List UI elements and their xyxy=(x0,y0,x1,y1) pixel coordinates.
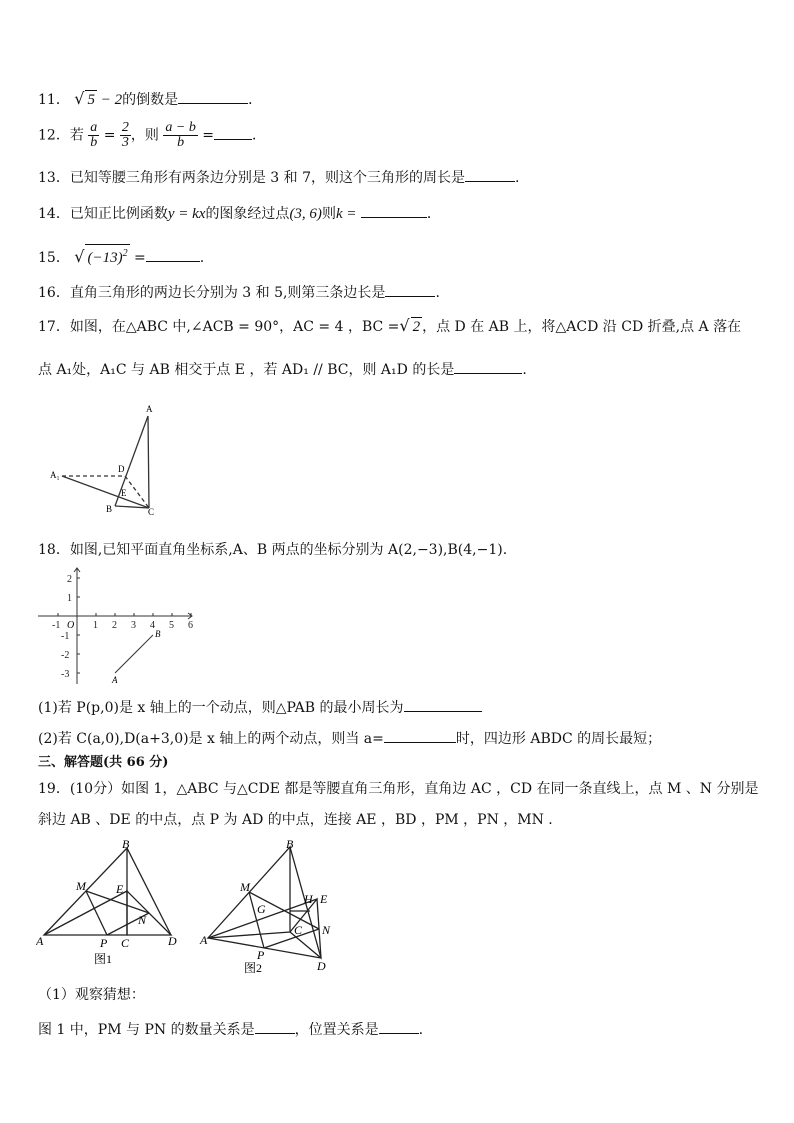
figure-19-2 xyxy=(198,836,348,976)
segment-AB xyxy=(115,635,153,673)
y-tick-label: -2 xyxy=(61,650,70,661)
question-19-sub1 xyxy=(38,1019,423,1039)
figure-caption-1: 图1 xyxy=(94,952,113,966)
label-N: N xyxy=(322,923,331,937)
label-M: M xyxy=(76,879,86,893)
q14-point: (3, 6) xyxy=(289,206,322,222)
q19-sub1-title: （1）观察猜想： xyxy=(38,987,145,1003)
question-18 xyxy=(38,541,507,559)
q14-text3: 则 xyxy=(321,206,336,222)
q15-number: 15． xyxy=(38,250,70,266)
question-18-part1 xyxy=(38,697,482,717)
figure-18-coordinate-plane xyxy=(34,566,198,688)
label-D: D xyxy=(168,934,177,948)
label-P: P xyxy=(100,936,108,950)
label-E: E xyxy=(320,892,328,906)
q12-frac3-num: a − b xyxy=(165,120,196,135)
y-tick-label: -1 xyxy=(61,631,70,642)
q18-part1-text: (1)若 P(p,0)是 x 轴上的一个动点，则△PAB 的最小周长为 xyxy=(38,700,404,716)
point-A-label: A xyxy=(112,675,118,685)
label-E: E xyxy=(116,882,124,896)
label-C: C xyxy=(121,936,130,950)
segment-AB xyxy=(115,416,148,506)
q12-number: 12． xyxy=(38,127,70,144)
question-15 xyxy=(38,244,204,267)
q12-frac2-num: 2 xyxy=(121,120,129,135)
point-B-label: B xyxy=(155,629,161,639)
q12-eq1: = xyxy=(103,127,116,144)
x-tick-label: 3 xyxy=(131,620,136,631)
y-tick-label: -3 xyxy=(61,669,70,680)
q17-end: . xyxy=(522,362,527,378)
q12-fraction-a-minus-b-over-b xyxy=(163,121,197,150)
question-12 xyxy=(38,121,266,150)
question-19-line2 xyxy=(38,811,553,829)
q18-part2-blank[interactable] xyxy=(384,728,456,743)
q12-answer-blank[interactable] xyxy=(214,125,252,140)
q18-part1-blank[interactable] xyxy=(404,697,482,712)
question-11 xyxy=(38,89,262,109)
q11-text: 的倒数是 xyxy=(122,92,179,108)
q16-answer-blank[interactable] xyxy=(385,282,435,297)
label-N: N xyxy=(138,913,147,927)
label-A: A xyxy=(200,933,208,947)
q18-part2-text-a: (2)若 C(a,0),D(a+3,0)是 x 轴上的两个动点，则当 a= xyxy=(38,731,384,747)
label-D: D xyxy=(118,464,125,474)
x-tick-label: 5 xyxy=(169,620,174,631)
q11-radicand: 5 xyxy=(87,92,95,108)
segment-BD xyxy=(127,848,171,935)
q19-sub1-end: . xyxy=(418,1022,424,1038)
q18-text: 18．如图,已知平面直角坐标系,A、B 两点的坐标分别为 A(2,−3),B(4,−1). xyxy=(38,542,508,558)
q13-end: . xyxy=(514,170,520,186)
q12-text2: ，则 xyxy=(130,127,159,144)
q19-line1: 19．(10分）如图 1，△ABC 与△CDE 都是等腰直角三角形，直角边 AC ，CD 在同一条直线上，点 M 、N 分别是 xyxy=(38,781,759,797)
segment-AC xyxy=(148,416,149,508)
sqrt-symbol: √ xyxy=(74,247,85,266)
sqrt-symbol: √ xyxy=(399,316,410,335)
question-13 xyxy=(38,167,519,187)
q12-frac3-den: b xyxy=(177,135,185,150)
q14-text2: 的图象经过点 xyxy=(205,206,290,222)
q14-answer-blank[interactable] xyxy=(361,203,427,218)
q19-sub1-blank1[interactable] xyxy=(255,1019,295,1034)
q15-eq: = xyxy=(129,250,146,266)
section-3-heading xyxy=(38,754,168,772)
q12-frac2-den: 3 xyxy=(121,135,129,150)
q15-answer-blank[interactable] xyxy=(146,247,200,262)
y-tick-label: 1 xyxy=(67,593,72,604)
question-18-part2 xyxy=(38,728,661,748)
figure-17-triangle-fold xyxy=(48,400,168,518)
label-E: E xyxy=(121,488,127,498)
x-tick-label: 1 xyxy=(93,620,98,631)
q11-expr-rest: − 2 xyxy=(96,92,123,108)
label-H: H xyxy=(304,892,313,906)
q12-frac1-den: b xyxy=(90,135,98,150)
label-C: C xyxy=(294,923,303,937)
x-tick-label: 4 xyxy=(150,620,155,631)
label-G: G xyxy=(257,902,266,916)
label-C: C xyxy=(148,507,155,517)
q15-radicand xyxy=(85,244,129,267)
q14-text1: 14．已知正比例函数 xyxy=(38,206,168,222)
q14-function: y = kx xyxy=(167,206,206,222)
y-tick-label: 2 xyxy=(67,574,72,585)
q12-fraction-2-over-3 xyxy=(120,121,131,150)
q17-line1: 17．如图，在△ABC 中,∠ACB = 90°，AC = 4 ，BC = xyxy=(38,319,400,335)
x-tick-label: 2 xyxy=(112,620,117,631)
q19-line2: 斜边 AB 、DE 的中点，点 P 为 AD 的中点，连接 AE ，BD ，PM ，PN ，MN . xyxy=(38,812,553,828)
q17-answer-blank[interactable] xyxy=(454,359,522,374)
question-19-line1 xyxy=(38,780,758,798)
label-A: A xyxy=(36,934,44,948)
label-M: M xyxy=(240,880,250,894)
q12-text1: 若 xyxy=(69,127,84,144)
q13-text: 13．已知等腰三角形有两条边分别是 3 和 7，则这个三角形的周长是 xyxy=(38,170,465,186)
section-3-title: 三、解答题(共 66 分) xyxy=(38,755,169,770)
x-tick-label: 6 xyxy=(188,620,193,631)
q14-end: ． xyxy=(426,206,441,222)
q16-end: . xyxy=(435,285,440,301)
q18-part2-text-b: 时，四边形 ABDC 的周长最短； xyxy=(455,731,662,747)
q16-text: 16．直角三角形的两边长分别为 3 和 5,则第三条边长是 xyxy=(38,285,386,301)
q17-line1b: ，点 D 在 AB 上，将△ACD 沿 CD 折叠,点 A 落在 xyxy=(422,319,742,335)
label-D: D xyxy=(317,959,326,973)
q12-fraction-a-over-b xyxy=(88,121,99,150)
sqrt-symbol: √ xyxy=(74,89,85,108)
q14-k: k = xyxy=(335,206,357,222)
figure-19-1 xyxy=(36,836,186,966)
label-A1: A₁ xyxy=(50,470,60,480)
label-A: A xyxy=(146,404,153,414)
label-B: B xyxy=(122,837,130,851)
q15-exponent: 2 xyxy=(122,248,128,259)
question-17-line1 xyxy=(38,317,741,336)
q11-answer-blank[interactable] xyxy=(178,89,248,104)
q17-line2: 点 A₁处，A₁C 与 AB 相交于点 E ，若 AD₁ // BC，则 A₁D 的长是 xyxy=(38,362,455,378)
question-17-line2 xyxy=(38,359,527,379)
q19-sub1-blank2[interactable] xyxy=(379,1019,419,1034)
q19-sub1-text1: 图 1 中，PM 与 PN 的数量关系是 xyxy=(38,1022,255,1038)
question-14 xyxy=(38,203,441,223)
q12-end: ． xyxy=(252,127,267,144)
segment-PM xyxy=(249,892,264,948)
q13-answer-blank[interactable] xyxy=(465,167,515,182)
label-P: P xyxy=(257,948,265,962)
q15-end: . xyxy=(199,250,205,266)
origin-label: O xyxy=(67,620,75,631)
segment-AE xyxy=(44,891,127,935)
question-16 xyxy=(38,282,440,302)
q17-radicand: 2 xyxy=(412,319,421,335)
q15-expr: (−13) xyxy=(87,250,123,266)
q11-number: 11． xyxy=(38,92,70,108)
q12-eq2: = xyxy=(202,127,215,144)
label-B: B xyxy=(106,504,113,514)
q19-sub1-text2: ，位置关系是 xyxy=(294,1022,379,1038)
x-tick-label: -1 xyxy=(52,620,61,631)
label-B: B xyxy=(286,837,294,851)
question-19-sub1-title xyxy=(38,986,145,1004)
q11-end: ． xyxy=(248,92,263,108)
segment-PN xyxy=(264,929,319,948)
figure-caption-2: 图2 xyxy=(244,961,263,975)
q12-frac1-num: a xyxy=(90,120,98,135)
